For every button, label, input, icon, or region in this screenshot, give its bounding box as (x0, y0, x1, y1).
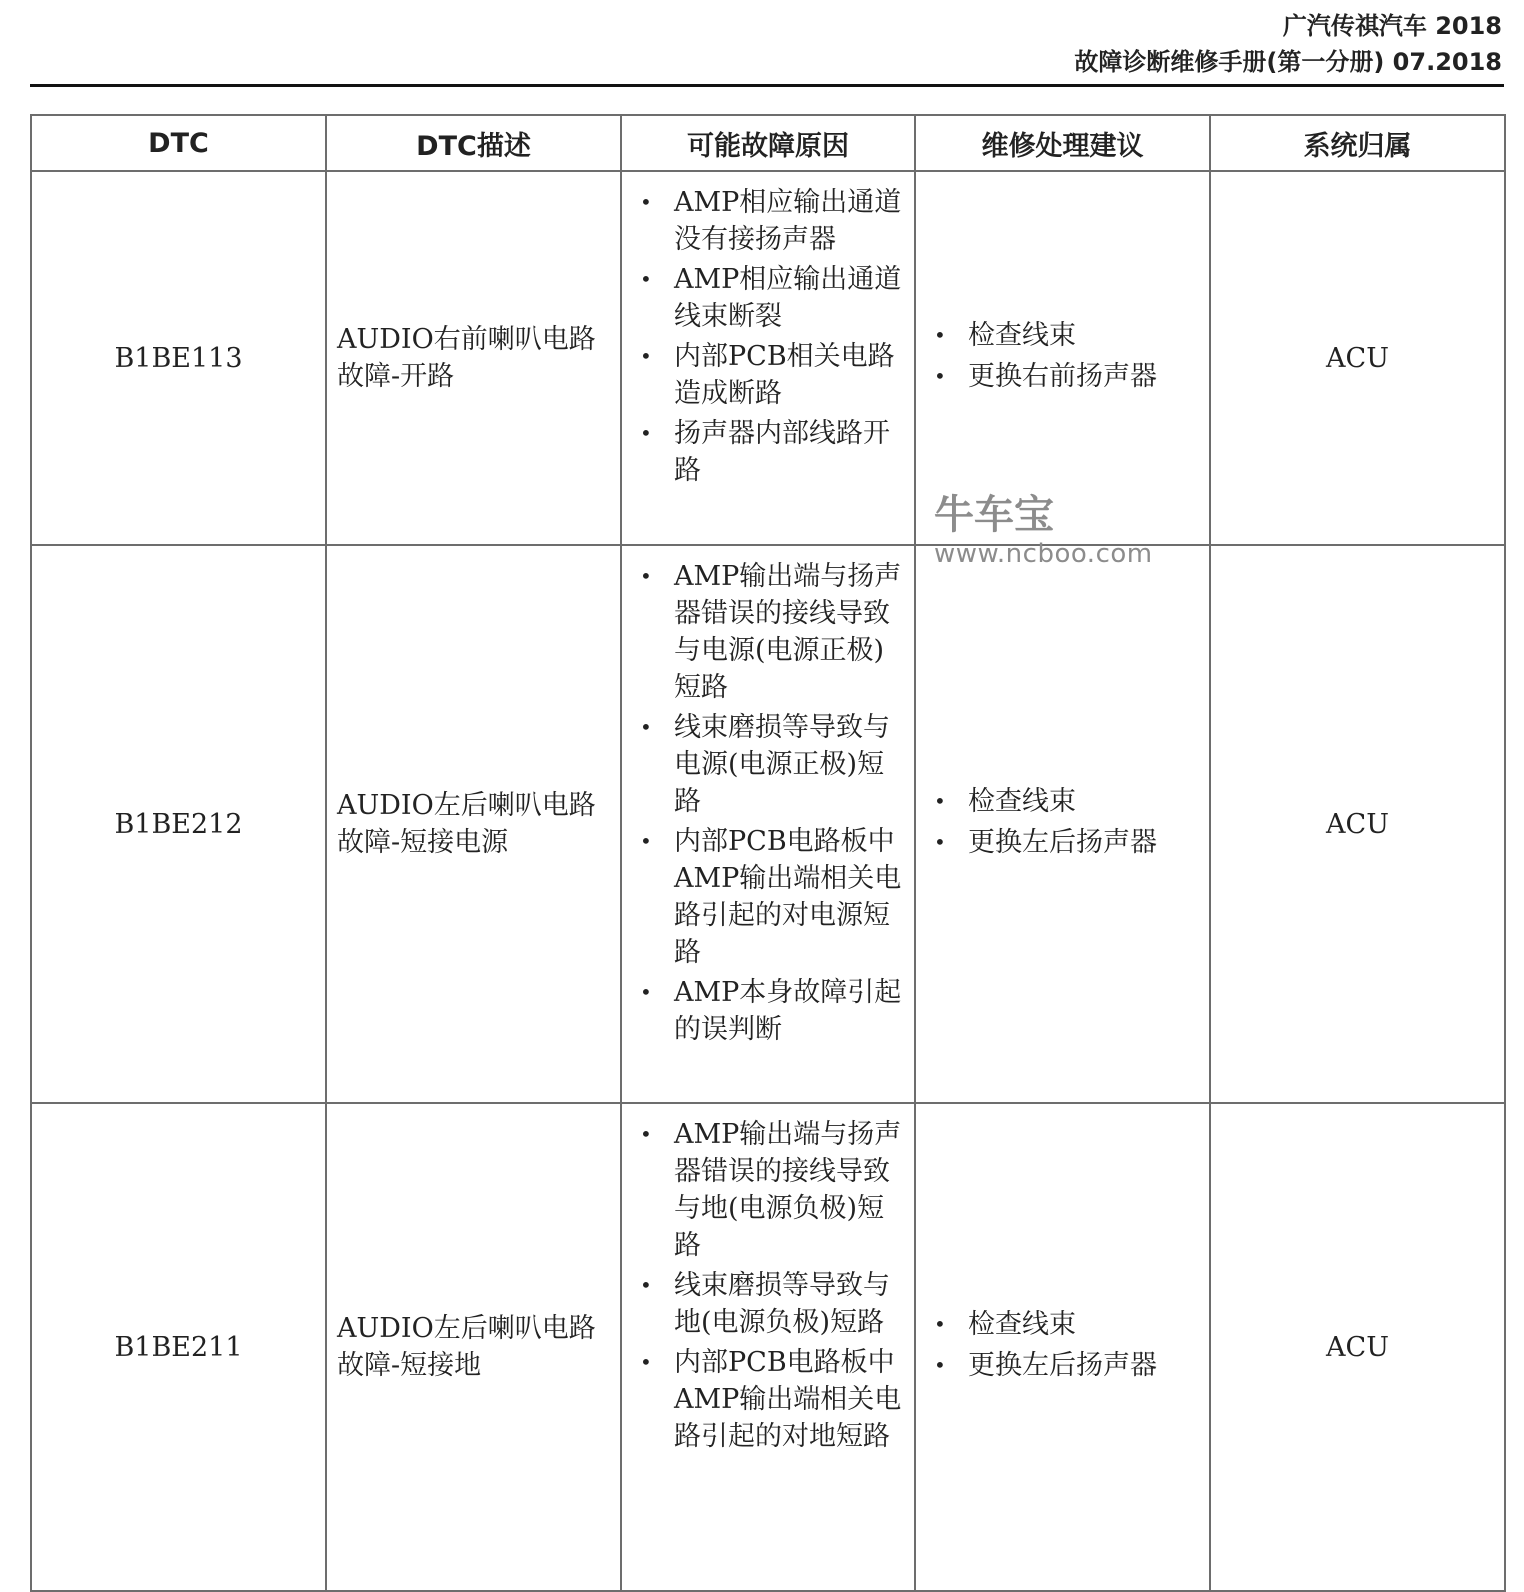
actions-cell (915, 1103, 1210, 1591)
causes-cell (621, 171, 915, 545)
cause-item: • AMP相应输出通道线束断裂 (636, 261, 904, 335)
dtc-code-cell: B1BE212 (31, 545, 326, 1103)
action-item: • 检查线束 (930, 783, 1209, 820)
actions-list (930, 317, 1209, 395)
system-cell: ACU (1210, 171, 1505, 545)
dtc-code-cell: B1BE211 (31, 1103, 326, 1591)
header-divider (30, 84, 1504, 87)
dtc-description-cell: AUDIO右前喇叭电路故障-开路 (326, 171, 621, 545)
causes-list (636, 1116, 904, 1455)
cause-item: • 线束磨损等导致与地(电源负极)短路 (636, 1267, 904, 1341)
cause-item: • AMP输出端与扬声器错误的接线导致与地(电源负极)短路 (636, 1116, 904, 1264)
system-cell: ACU (1210, 545, 1505, 1103)
column-header-system: 系统归属 (1210, 115, 1505, 171)
action-item: • 更换左后扬声器 (930, 824, 1209, 861)
header-title: 广汽传祺汽车 2018 (1282, 12, 1502, 40)
table-row (31, 1103, 1505, 1591)
actions-list (930, 783, 1209, 861)
system-cell: ACU (1210, 1103, 1505, 1591)
causes-list (636, 184, 904, 489)
cause-item: • 内部PCB相关电路造成断路 (636, 338, 904, 412)
column-header-description: DTC描述 (326, 115, 621, 171)
column-header-causes: 可能故障原因 (621, 115, 915, 171)
header-subtitle: 故障诊断维修手册(第一分册) 07.2018 (1074, 48, 1502, 76)
watermark (934, 492, 1153, 570)
action-item: • 更换右前扬声器 (930, 358, 1209, 395)
actions-cell (915, 171, 1210, 545)
column-header-dtc: DTC (31, 115, 326, 171)
causes-cell (621, 1103, 915, 1591)
dtc-table (30, 114, 1506, 1592)
cause-item: • AMP本身故障引起的误判断 (636, 974, 904, 1048)
cause-item: • 线束磨损等导致与电源(电源正极)短路 (636, 709, 904, 820)
table-header-row (31, 115, 1505, 171)
cause-item: • AMP相应输出通道没有接扬声器 (636, 184, 904, 258)
table-row (31, 545, 1505, 1103)
cause-item: • 扬声器内部线路开路 (636, 415, 904, 489)
action-item: • 检查线束 (930, 317, 1209, 354)
column-header-actions: 维修处理建议 (915, 115, 1210, 171)
table-row (31, 171, 1505, 545)
action-item: • 检查线束 (930, 1306, 1209, 1343)
cause-item: • 内部PCB电路板中AMP输出端相关电路引起的对电源短路 (636, 823, 904, 971)
cause-item: • AMP输出端与扬声器错误的接线导致与电源(电源正极)短路 (636, 558, 904, 706)
dtc-description-cell: AUDIO左后喇叭电路故障-短接地 (326, 1103, 621, 1591)
action-item: • 更换左后扬声器 (930, 1347, 1209, 1384)
watermark-url: www.ncboo.com (934, 539, 1153, 569)
causes-cell (621, 545, 915, 1103)
cause-item: • 内部PCB电路板中AMP输出端相关电路引起的对地短路 (636, 1344, 904, 1455)
actions-cell (915, 545, 1210, 1103)
dtc-description-cell: AUDIO左后喇叭电路故障-短接电源 (326, 545, 621, 1103)
causes-list (636, 558, 904, 1048)
watermark-logo: 牛车宝 (934, 492, 1054, 538)
page-header (1074, 8, 1502, 80)
actions-list (930, 1306, 1209, 1384)
dtc-code-cell: B1BE113 (31, 171, 326, 545)
